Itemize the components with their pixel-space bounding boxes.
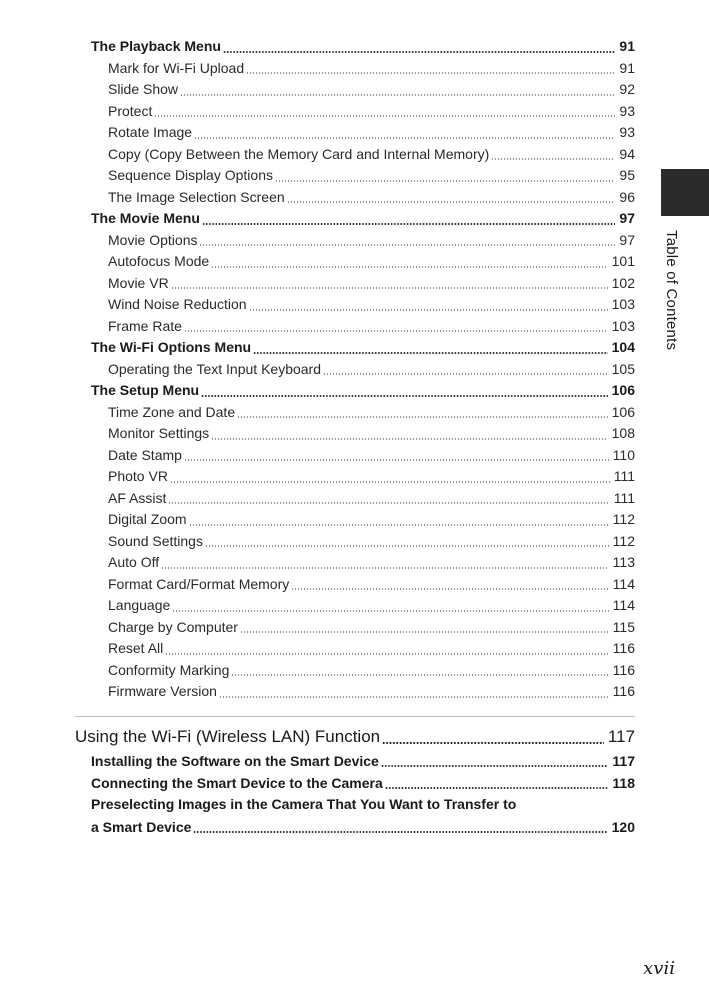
toc-entry-title: Copy (Copy Between the Memory Card and Internal Memory): [108, 145, 490, 162]
toc-entry-title: Movie VR: [108, 274, 169, 291]
dot-leader: [246, 71, 615, 75]
toc-entry-title: Auto Off: [108, 554, 160, 570]
toc-entry-page: 103: [611, 296, 635, 312]
toc-section-entry[interactable]: [0, 380, 635, 402]
toc-entry-page: 97: [619, 210, 635, 226]
toc-entry-page: 114: [612, 597, 635, 613]
toc-entry-page: 91: [619, 38, 635, 54]
toc-entry-page: 91: [619, 59, 635, 76]
dot-leader: [275, 179, 615, 183]
dot-leader: [180, 93, 615, 97]
dot-leader: [172, 609, 608, 613]
toc-entry-title: Reset All: [108, 640, 164, 656]
toc-subsection-entry[interactable]: [0, 187, 635, 209]
dot-leader: [223, 50, 615, 54]
toc-entry-page: 97: [619, 231, 635, 248]
toc-subsection-entry[interactable]: [0, 122, 635, 144]
toc-entry-page: 112: [612, 532, 635, 549]
dot-leader: [202, 222, 616, 226]
dot-leader: [219, 695, 609, 699]
toc-entry-title: Autofocus Mode: [108, 253, 210, 269]
chapter-section: [0, 724, 709, 838]
toc-subsection-entry[interactable]: [0, 617, 635, 639]
toc-subsection-entry[interactable]: [0, 273, 635, 295]
toc-entry-title: Slide Show: [108, 81, 179, 97]
toc-entry-title: Firmware Version: [108, 683, 217, 699]
chapter-item-page: 118: [612, 775, 635, 791]
toc-entry-title: AF Assist: [108, 489, 167, 506]
page-number: xvii: [643, 958, 675, 979]
toc-subsection-entry[interactable]: [0, 574, 635, 596]
chapter-item[interactable]: [0, 750, 635, 772]
dot-leader: [240, 630, 609, 634]
dot-leader: [491, 157, 615, 161]
toc-subsection-entry[interactable]: [0, 359, 635, 381]
dot-leader: [201, 394, 608, 398]
toc-entry-title: Digital Zoom: [108, 511, 187, 527]
toc-entry-page: 105: [611, 360, 635, 377]
toc-entry-page: 111: [613, 468, 635, 484]
toc-entry-page: 106: [611, 403, 635, 420]
dot-leader: [205, 544, 609, 548]
toc-entry-title: Monitor Settings: [108, 425, 210, 441]
toc-entry-page: 108: [611, 425, 635, 441]
toc-entry-page: 116: [612, 661, 635, 678]
toc-entry-title: The Wi-Fi Options Menu: [91, 339, 252, 355]
toc-section-entry[interactable]: [0, 337, 635, 359]
toc-entry-title: Photo VR: [108, 468, 168, 484]
toc-entry-title: Mark for Wi-Fi Upload: [108, 59, 245, 76]
toc-entry-page: 96: [619, 188, 635, 205]
toc-subsection-entry[interactable]: [0, 294, 635, 316]
chapter-item-wrapped-line1[interactable]: Preselecting Images in the Camera That You Want to Transfer to: [91, 796, 517, 812]
dot-leader: [184, 458, 609, 462]
toc-subsection-entry[interactable]: [0, 144, 635, 166]
toc-entry-title: Protect: [108, 102, 153, 119]
chapter-item-title: Connecting the Smart Device to the Camera: [91, 775, 383, 791]
toc-subsection-entry[interactable]: [0, 101, 635, 123]
toc-subsection-entry[interactable]: [0, 79, 635, 101]
toc-entry-page: 116: [612, 683, 635, 699]
toc-entry-title: Format Card/Format Memory: [108, 575, 290, 592]
toc-subsection-entry[interactable]: [0, 316, 635, 338]
toc-entry-title: The Movie Menu: [91, 210, 200, 226]
dot-leader: [211, 265, 607, 269]
dot-leader: [231, 673, 608, 677]
toc-entry-title: Sequence Display Options: [108, 167, 273, 183]
toc-entry-title: Rotate Image: [108, 124, 193, 140]
toc-entry-page: 93: [619, 102, 635, 119]
toc-subsection-entry[interactable]: [0, 552, 635, 574]
toc-entry-title: Charge by Computer: [108, 618, 238, 635]
toc-entry-title: Operating the Text Input Keyboard: [108, 360, 321, 377]
toc-list: [0, 36, 709, 703]
toc-entry-page: 92: [619, 81, 635, 97]
toc-subsection-entry[interactable]: [0, 488, 635, 510]
toc-entry-page: 112: [612, 511, 635, 527]
toc-entry-title: Wind Noise Reduction: [108, 296, 247, 312]
toc-entry-page: 101: [611, 253, 635, 269]
dot-leader: [382, 741, 604, 745]
toc-entry-page: 102: [611, 274, 635, 291]
dot-leader: [211, 437, 607, 441]
dot-leader: [287, 200, 616, 204]
toc-subsection-entry[interactable]: [0, 595, 635, 617]
toc-entry-title: The Setup Menu: [91, 382, 200, 398]
chapter-heading[interactable]: [0, 724, 635, 750]
toc-entry-title: Frame Rate: [108, 317, 182, 334]
toc-entry-page: 93: [619, 124, 635, 140]
chapter-item-page: 117: [612, 753, 635, 769]
dot-leader: [170, 480, 610, 484]
section-divider: [75, 716, 635, 717]
toc-entry-page: 116: [612, 640, 635, 656]
toc-subsection-entry[interactable]: [0, 58, 635, 80]
toc-entry-title: Time Zone and Date: [108, 403, 236, 420]
dot-leader: [171, 286, 608, 290]
toc-subsection-entry[interactable]: [0, 230, 635, 252]
toc-subsection-entry[interactable]: [0, 251, 635, 273]
dot-leader: [385, 786, 609, 790]
toc-subsection-entry[interactable]: [0, 402, 635, 424]
toc-subsection-entry[interactable]: [0, 681, 635, 703]
chapter-item-title: Installing the Software on the Smart Device: [91, 753, 379, 769]
dot-leader: [253, 351, 608, 355]
dot-leader: [165, 652, 608, 656]
toc-entry-title: Date Stamp: [108, 446, 182, 463]
dot-leader: [168, 501, 609, 505]
toc-subsection-entry[interactable]: [0, 509, 635, 531]
toc-entry-title: The Image Selection Screen: [108, 188, 285, 205]
toc-entry-page: 104: [611, 339, 635, 355]
dot-leader: [154, 114, 615, 118]
toc-entry-page: 106: [611, 382, 635, 398]
toc-entry-page: 113: [612, 554, 635, 570]
toc-entry-title: The Playback Menu: [91, 38, 221, 54]
toc-subsection-entry[interactable]: [0, 466, 635, 488]
toc-entry-page: 115: [612, 618, 635, 635]
toc-entry-page: 94: [619, 145, 635, 162]
toc-entry-page: 110: [612, 446, 635, 463]
toc-entry-page: 103: [611, 317, 635, 334]
dot-leader: [199, 243, 615, 247]
chapter-heading-page: 117: [607, 727, 635, 746]
dot-leader: [189, 523, 609, 527]
chapter-item-title: a Smart Device: [91, 818, 192, 835]
dot-leader: [249, 308, 608, 312]
toc-section-entry[interactable]: [0, 36, 635, 58]
toc-subsection-entry[interactable]: [0, 445, 635, 467]
chapter-item-wrapped[interactable]: [0, 816, 635, 838]
dot-leader: [237, 415, 608, 419]
toc-subsection-entry[interactable]: [0, 531, 635, 553]
toc-entry-page: 95: [619, 167, 635, 183]
dot-leader: [184, 329, 608, 333]
toc-subsection-entry[interactable]: [0, 165, 635, 187]
chapter-item-page: 120: [611, 818, 635, 835]
dot-leader: [291, 587, 608, 591]
chapter-item[interactable]: [0, 772, 635, 794]
toc-entry-page: 114: [612, 575, 635, 592]
toc-subsection-entry[interactable]: [0, 423, 635, 445]
toc-entry-title: Movie Options: [108, 231, 198, 248]
toc-entry-title: Conformity Marking: [108, 661, 230, 678]
dot-leader: [381, 764, 609, 768]
side-tab-label: Table of Contents: [663, 230, 680, 351]
dot-leader: [193, 830, 607, 834]
dot-leader: [161, 566, 609, 570]
dot-leader: [194, 136, 615, 140]
toc-subsection-entry[interactable]: [0, 638, 635, 660]
toc-entry-title: Sound Settings: [108, 532, 203, 549]
toc-section-entry[interactable]: [0, 208, 635, 230]
toc-entry-title: Language: [108, 597, 171, 613]
chapter-heading-title: Using the Wi-Fi (Wireless LAN) Function: [75, 727, 381, 746]
toc-subsection-entry[interactable]: [0, 660, 635, 682]
side-tab-marker: [661, 169, 709, 216]
dot-leader: [323, 372, 608, 376]
toc-entry-page: 111: [613, 489, 635, 506]
